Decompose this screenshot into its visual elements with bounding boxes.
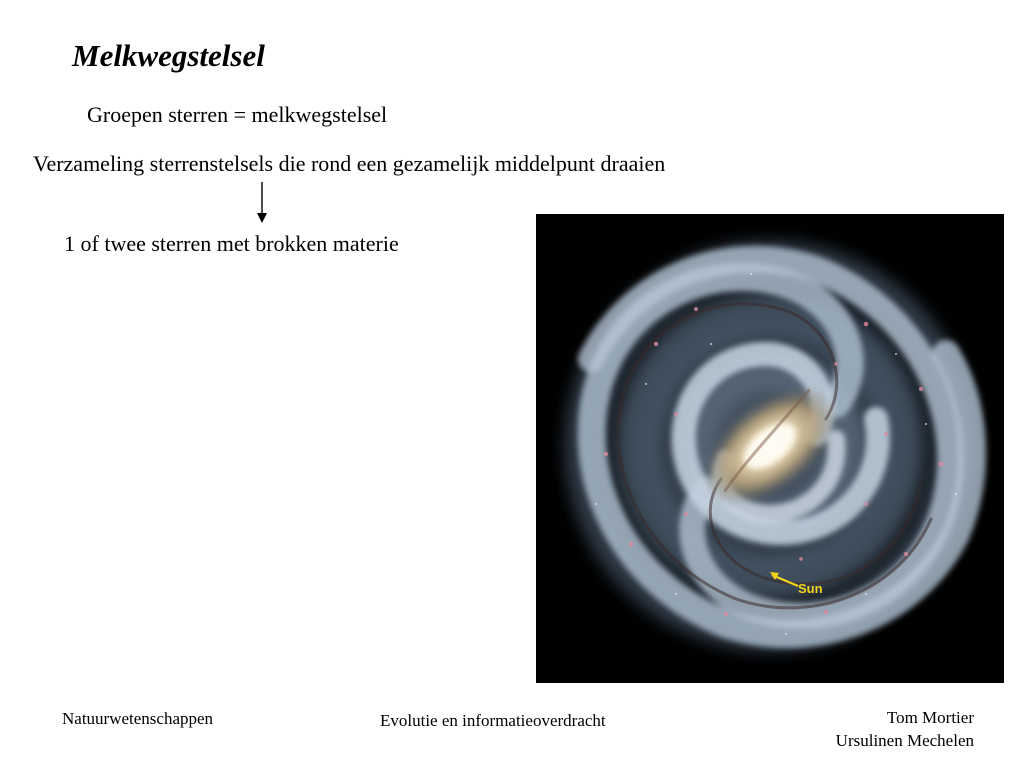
sun-label: Sun [798,581,823,596]
footer-author-name: Tom Mortier [886,708,974,727]
text-line-sterren: 1 of twee sterren met brokken materie [64,231,399,256]
arrow-down-icon [254,182,270,224]
milky-way-image [536,214,1004,683]
footer-author [836,706,974,752]
text-line-groepen: Groepen sterren = melkwegstelsel [87,102,388,127]
footer-subject: Natuurwetenschappen [62,709,214,728]
text-line-verzameling: Verzameling sterrenstelsels die rond een gezamelijk middelpunt draaien [33,151,666,176]
footer-school: Ursulinen Mechelen [835,731,974,750]
slide-title: Melkwegstelsel [72,38,265,73]
footer-topic: Evolutie en informatieoverdracht [380,711,606,730]
galaxy-illustration [536,214,1004,683]
